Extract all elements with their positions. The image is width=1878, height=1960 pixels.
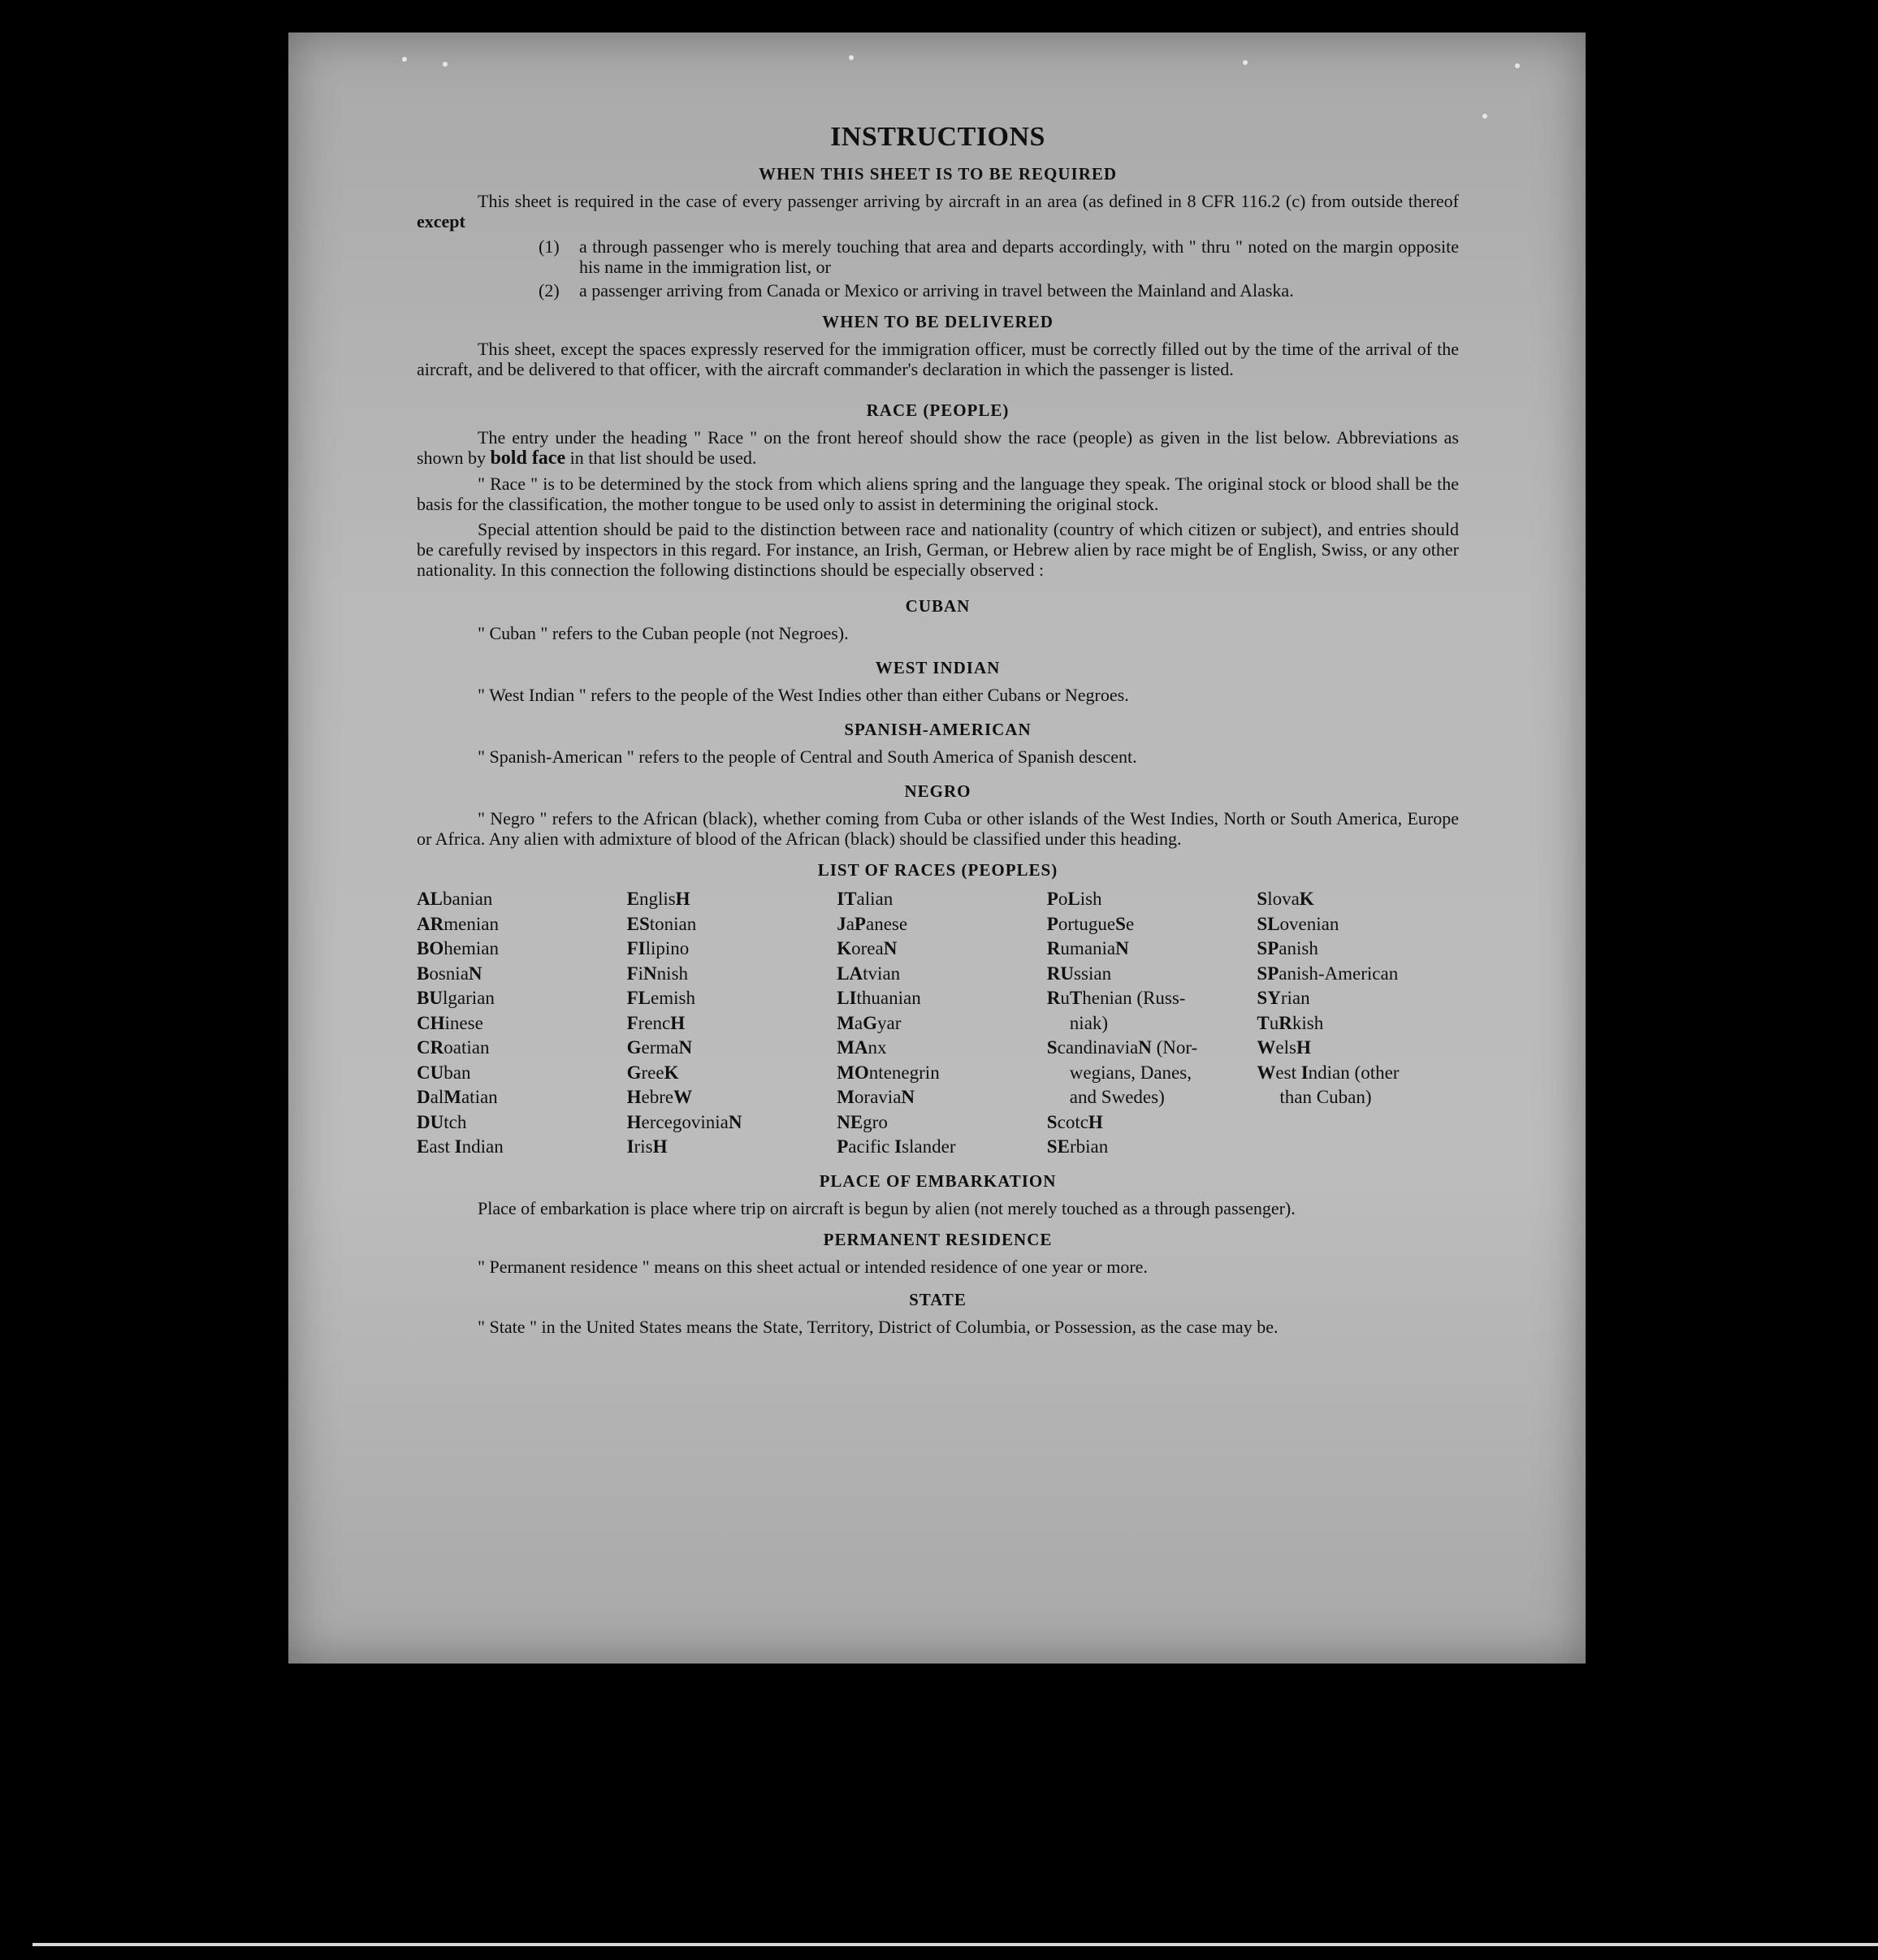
race-p1-before: The entry under the heading " Race " on the front hereof should show the race (people) as given in the list below. Abbreviations as shown by bbox=[417, 427, 1459, 468]
race-p1-after: in that list should be used. bbox=[569, 448, 757, 468]
heading-negro: NEGRO bbox=[904, 781, 971, 801]
races-column bbox=[1257, 887, 1459, 1160]
heading-list-of-races: LIST OF RACES (PEOPLES) bbox=[817, 860, 1058, 880]
race-entry: BUlgarian bbox=[417, 988, 495, 1008]
heading-state: STATE bbox=[909, 1289, 967, 1309]
race-entry: ARmenian bbox=[417, 913, 499, 934]
race-entry: WelsH bbox=[1257, 1037, 1311, 1058]
race-entry: RUssian bbox=[1046, 963, 1112, 984]
race-entry: and Swedes) bbox=[1069, 1087, 1165, 1107]
race-entry: MoraviaN bbox=[837, 1087, 915, 1107]
speck bbox=[1243, 60, 1248, 65]
when-required-except: except bbox=[417, 211, 465, 231]
film-edge-line bbox=[32, 1943, 1878, 1946]
speck bbox=[443, 62, 448, 67]
race-entry: MaGyar bbox=[837, 1012, 902, 1033]
exception-text: a through passenger who is merely touching that area and departs accordingly, with " thru " noted on the margin opposite his name in the immigration list, or bbox=[579, 236, 1459, 277]
instructions-content bbox=[417, 122, 1459, 1342]
speck bbox=[402, 57, 407, 62]
heading-embarkation: PLACE OF EMBARKATION bbox=[819, 1170, 1057, 1191]
race-entry: PoLish bbox=[1046, 889, 1102, 909]
exception-num: (1) bbox=[539, 236, 560, 257]
race-paragraph-3: Special attention should be paid to the distinction between race and nationality (country of which citizen or subject), and entries should be carefully revised by inspectors in this regard. For instance, an Irish, German, or Hebrew alien by race might be of English, Swiss, or any other nationality. In this connection the following distinctions should be especially observed : bbox=[417, 519, 1459, 580]
race-entry: SYrian bbox=[1257, 988, 1310, 1008]
race-entry: IrisH bbox=[626, 1136, 668, 1157]
race-entry: ScotcH bbox=[1046, 1111, 1103, 1132]
race-entry: CUban bbox=[417, 1062, 471, 1083]
race-entry: niak) bbox=[1069, 1012, 1109, 1033]
race-entry: TuRkish bbox=[1257, 1012, 1324, 1033]
race-entry: SErbian bbox=[1046, 1136, 1109, 1157]
heading-cuban: CUBAN bbox=[905, 596, 971, 616]
spanish-american-text: " Spanish-American " refers to the people of Central and South America of Spanish descent. bbox=[478, 746, 1137, 767]
race-entry: East Indian bbox=[417, 1136, 504, 1157]
races-column bbox=[417, 887, 619, 1160]
race-entry: DalMatian bbox=[417, 1087, 498, 1107]
race-entry: JaPanese bbox=[837, 913, 908, 934]
race-entry: CRoatian bbox=[417, 1037, 490, 1058]
exception-text: a passenger arriving from Canada or Mexico or arriving in travel between the Mainland and Alaska. bbox=[579, 280, 1294, 301]
speck bbox=[1515, 63, 1520, 68]
race-entry: ScandinaviaN (Nor- bbox=[1046, 1037, 1198, 1058]
race-entry: CHinese bbox=[417, 1012, 483, 1033]
race-entry: SPanish-American bbox=[1257, 963, 1399, 984]
race-entry: BosniaN bbox=[417, 963, 482, 984]
race-entry: PortugueSe bbox=[1046, 913, 1135, 934]
when-required-text bbox=[417, 191, 1459, 231]
race-entry: EStonian bbox=[626, 913, 697, 934]
race-entry: FrencH bbox=[626, 1012, 686, 1033]
exception-item bbox=[539, 280, 1459, 301]
negro-text: " Negro " refers to the African (black), whether coming from Cuba or other islands of the West Indies, North or South America, Europe or Africa. Any alien with admixture of blood of the African (black) should be classified under this heading. bbox=[417, 808, 1459, 849]
races-column bbox=[627, 887, 829, 1160]
race-entry: ALbanian bbox=[417, 889, 493, 909]
race-paragraph-1 bbox=[417, 427, 1459, 469]
race-entry: BOhemian bbox=[417, 938, 499, 958]
exception-item bbox=[539, 236, 1459, 277]
races-list bbox=[417, 887, 1459, 1160]
west-indian-text: " West Indian " refers to the people of the West Indies other than either Cubans or Negroes. bbox=[478, 685, 1129, 705]
heading-west-indian: WEST INDIAN bbox=[875, 658, 1001, 677]
race-entry: wegians, Danes, bbox=[1069, 1062, 1192, 1083]
heading-when-delivered: WHEN TO BE DELIVERED bbox=[822, 312, 1054, 331]
race-entry: FLemish bbox=[626, 988, 695, 1008]
speck bbox=[849, 55, 854, 60]
races-column bbox=[1047, 887, 1249, 1160]
races-column bbox=[837, 887, 1039, 1160]
when-required-intro: This sheet is required in the case of every passenger arriving by aircraft in an area (as defined in 8 CFR 116.2 (c) from outside thereof bbox=[478, 191, 1459, 211]
speck bbox=[1482, 114, 1487, 119]
race-entry: LAtvian bbox=[837, 963, 901, 984]
race-entry: HebreW bbox=[626, 1087, 693, 1107]
race-entry: MOntenegrin bbox=[837, 1062, 940, 1083]
heading-spanish-american: SPANISH-AMERICAN bbox=[844, 720, 1032, 739]
exception-num: (2) bbox=[539, 280, 560, 301]
cuban-text: " Cuban " refers to the Cuban people (not Negroes). bbox=[478, 623, 849, 643]
race-entry: Pacific Islander bbox=[837, 1136, 956, 1157]
heading-when-required: WHEN THIS SHEET IS TO BE REQUIRED bbox=[758, 164, 1118, 184]
exception-list bbox=[539, 236, 1459, 301]
race-entry: DUtch bbox=[417, 1111, 467, 1132]
race-entry: SlovaK bbox=[1257, 889, 1314, 909]
race-entry: KoreaN bbox=[837, 938, 898, 958]
race-entry: GermaN bbox=[626, 1037, 693, 1058]
race-entry: FiNnish bbox=[626, 963, 689, 984]
race-entry: LIthuanian bbox=[837, 988, 921, 1008]
race-paragraph-2: " Race " is to be determined by the stock from which aliens spring and the language they speak. The original stock or blood shall be the basis for the classification, the mother tongue to be used only to assist in determining the original stock. bbox=[417, 474, 1459, 514]
race-entry: ITalian bbox=[837, 889, 894, 909]
race-entry: SLovenian bbox=[1257, 913, 1339, 934]
heading-permanent-residence: PERMANENT RESIDENCE bbox=[823, 1229, 1053, 1249]
permanent-residence-text: " Permanent residence " means on this sheet actual or intended residence of one year or more. bbox=[478, 1256, 1148, 1277]
race-entry: EnglisH bbox=[626, 889, 690, 909]
heading-race: RACE (PEOPLE) bbox=[866, 400, 1010, 420]
race-entry: West Indian (other bbox=[1257, 1062, 1400, 1083]
race-entry: FIlipino bbox=[626, 938, 690, 958]
race-entry: RuThenian (Russ- bbox=[1046, 988, 1186, 1008]
race-entry: than Cuban) bbox=[1279, 1087, 1372, 1107]
page-title: INSTRUCTIONS bbox=[830, 122, 1045, 152]
race-entry: MAnx bbox=[837, 1037, 887, 1058]
embarkation-text: Place of embarkation is place where trip on aircraft is begun by alien (not merely touched as a through passenger). bbox=[478, 1197, 1296, 1218]
state-text: " State " in the United States means the State, Territory, District of Columbia, or Possession, as the case may be. bbox=[478, 1316, 1279, 1337]
race-entry: RumaniaN bbox=[1046, 938, 1129, 958]
race-entry: NEgro bbox=[837, 1111, 888, 1132]
race-entry: SPanish bbox=[1257, 938, 1318, 958]
race-entry: HercegoviniaN bbox=[626, 1111, 742, 1132]
race-p1-bold: bold face bbox=[490, 448, 566, 469]
race-entry: GreeK bbox=[626, 1062, 679, 1083]
when-delivered-text: This sheet, except the spaces expressly reserved for the immigration officer, must be correctly filled out by the time of the arrival of the aircraft, and be delivered to that officer, with the aircraft commander's declaration in which the passenger is listed. bbox=[417, 339, 1459, 379]
